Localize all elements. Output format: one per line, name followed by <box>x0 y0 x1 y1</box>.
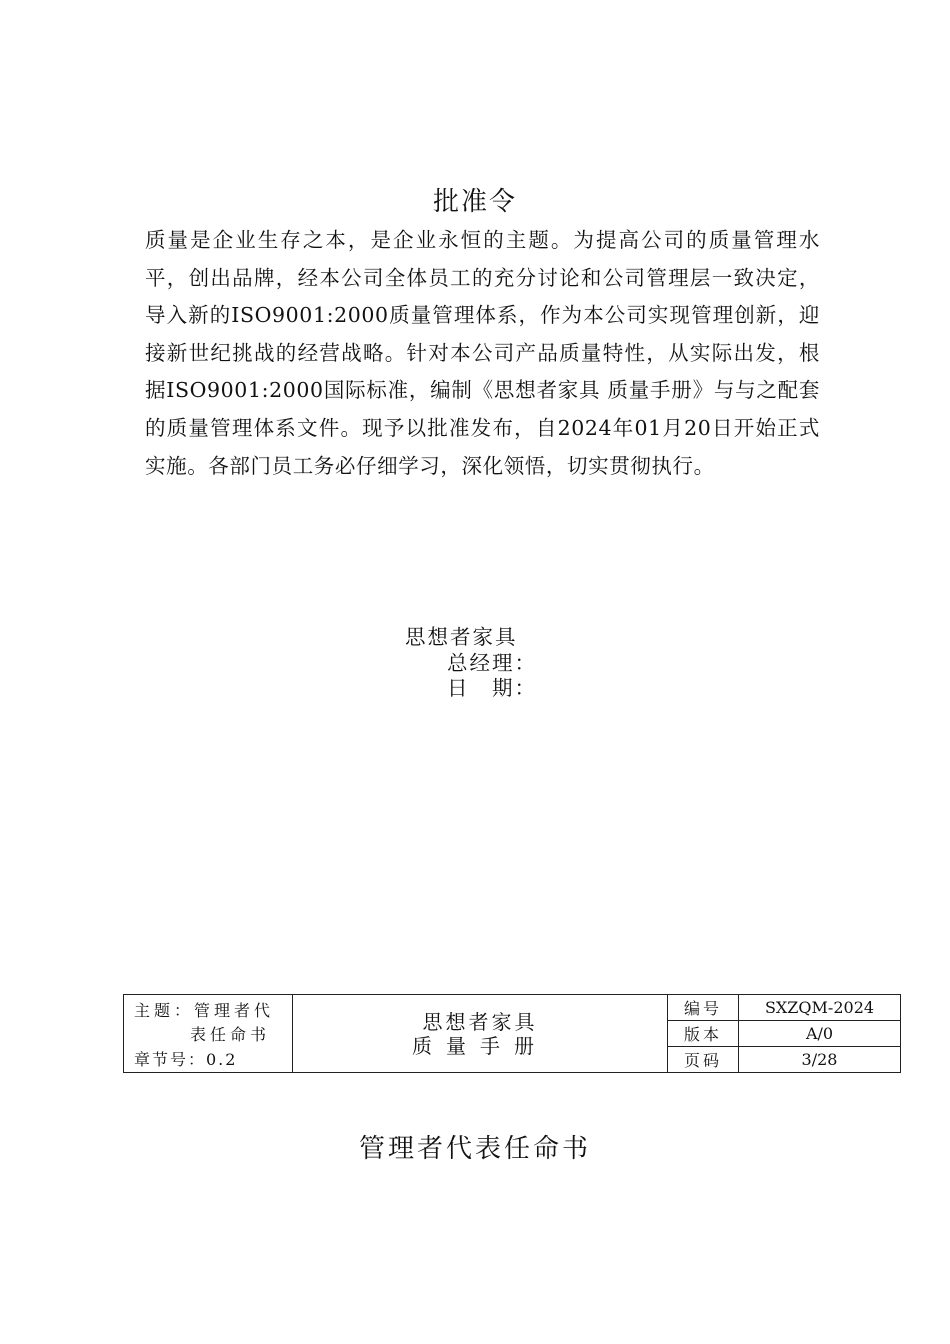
signature-company: 思想者家具 <box>405 625 518 649</box>
header-company: 思想者家具 <box>422 1009 538 1034</box>
approval-body: 质量是企业生存之本，是企业永恒的主题。为提高公司的质量管理水平，创出品牌，经本公司全体员工的充分讨论和公司管理层一致决定，导入新的ISO9001:2000质量管理体系，作为本公司实现管理创新，迎接新世纪挑战的经营战略。针对本公司产品质量特性，从实际出发，根据ISO9001:2000国际标准，编制《思想者家具 质量手册》与与之配套的质量管理体系文件。现予以批准发布，自2024年01月20日开始正式实施。各部门员工务必仔细学习，深化领悟，切实贯彻执行。 <box>145 228 820 478</box>
header-page-value: 3/28 <box>739 1047 901 1073</box>
document-header-table <box>123 994 901 1073</box>
section-heading: 管理者代表任命书 <box>358 1134 591 1164</box>
header-version-label: 版本 <box>668 1021 739 1047</box>
header-version-value: A/0 <box>739 1021 901 1047</box>
header-number-value: SXZQM-2024 <box>739 995 901 1021</box>
signature-general-manager: 总经理： <box>447 651 537 675</box>
header-page-label: 页码 <box>668 1047 739 1073</box>
header-title-cell <box>293 995 668 1073</box>
header-subject-line2: 表任命书 <box>190 1025 271 1044</box>
header-subject-cell <box>124 995 293 1073</box>
header-number-label: 编号 <box>668 995 739 1021</box>
header-subject-line1: 主题：管理者代 <box>134 1001 275 1020</box>
header-manual: 质量手册 <box>412 1033 548 1058</box>
signature-date: 日 期： <box>447 676 537 700</box>
approval-title: 批准令 <box>432 187 517 217</box>
header-chapter: 章节号：0.2 <box>134 1050 238 1069</box>
